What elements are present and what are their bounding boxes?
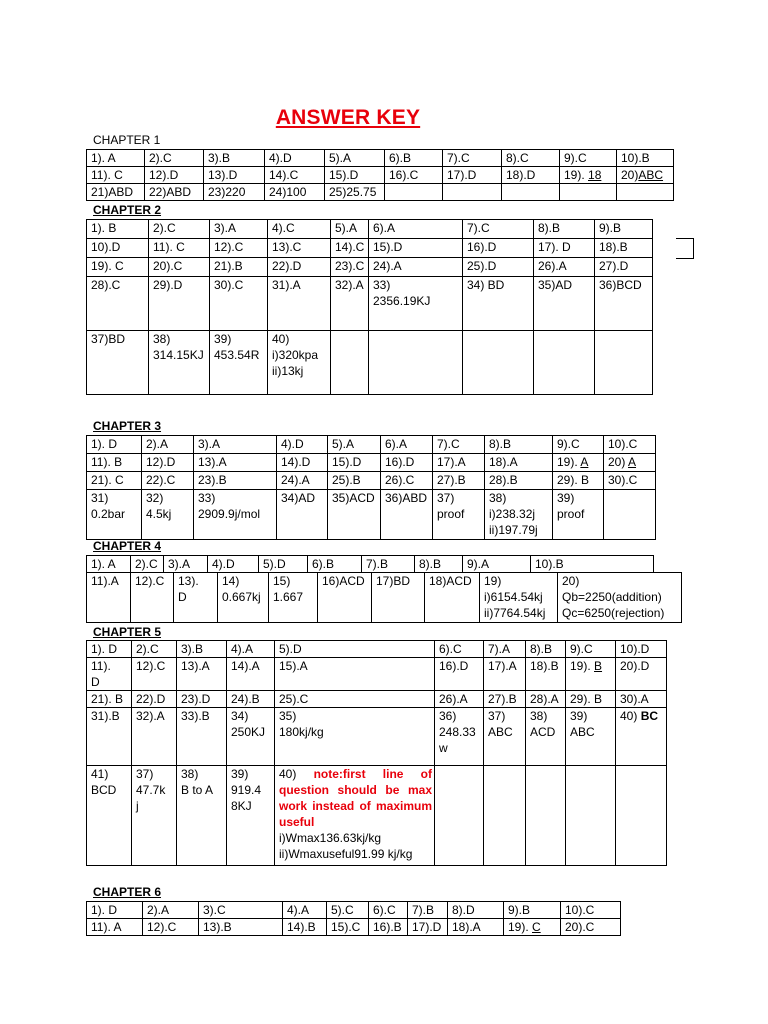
answer-cell: 12).D — [142, 454, 194, 472]
answer-cell: 26).C — [381, 472, 433, 490]
answer-cell: 31).B — [87, 708, 132, 766]
answer-cell: 33).B — [177, 708, 227, 766]
answer-cell: 41) BCD — [87, 766, 132, 866]
chapter-5-heading: CHAPTER 5 — [93, 625, 162, 639]
answer-cell: 1). D — [87, 641, 132, 658]
answer-cell: 33) 2356.19KJ — [369, 277, 463, 331]
answer-cell: 3).B — [204, 150, 265, 167]
table-row — [87, 766, 667, 866]
answer-cell: 16).C — [385, 167, 443, 184]
answer-cell: 31) 0.2bar — [87, 490, 142, 540]
answer-cell: 8).C — [502, 150, 560, 167]
answer-cell — [595, 331, 653, 395]
answer-cell: 35)AD — [534, 277, 595, 331]
answer-cell: 15).D — [369, 239, 463, 258]
answer-cell — [331, 331, 369, 395]
answer-cell: 37) ABC — [484, 708, 526, 766]
answer-cell: 1). D — [87, 902, 143, 919]
table-row — [87, 658, 667, 691]
answer-cell: 1). D — [87, 436, 142, 454]
chapter-4-table-row2 — [86, 572, 682, 623]
answer-cell: 28).B — [485, 472, 553, 490]
answer-cell: 13). D — [174, 573, 218, 623]
question-number: 40) — [279, 767, 297, 781]
answer-cell: 7).B — [408, 902, 448, 919]
answer-cell: 7).C — [443, 150, 502, 167]
answer-cell: 5).D — [275, 641, 435, 658]
answer-cell: 37) 47.7k j — [132, 766, 177, 866]
answer-cell: 23).B — [194, 472, 277, 490]
answer-cell: 7).C — [463, 220, 534, 239]
answer-cell: 5).A — [328, 436, 381, 454]
answer-cell — [463, 331, 534, 395]
answer-cell: 16).D — [463, 239, 534, 258]
chapter-2-heading: CHAPTER 2 — [93, 203, 162, 217]
answer-cell: 27).B — [433, 472, 485, 490]
answer-cell: 38) ACD — [526, 708, 566, 766]
table-row — [87, 150, 674, 167]
answer-cell — [369, 331, 463, 395]
answer-cell: 17).D — [408, 919, 448, 936]
answer-cell: 26).A — [534, 258, 595, 277]
answer-cell: 8).B — [415, 556, 463, 573]
answer-cell: 4).A — [227, 641, 275, 658]
answer-cell: 7).C — [433, 436, 485, 454]
answer-cell: 24).A — [277, 472, 328, 490]
answer-cell: 16).B — [369, 919, 408, 936]
chapter-3-heading: CHAPTER 3 — [93, 419, 162, 433]
answer-cell: 22)ABD — [145, 184, 204, 201]
answer-cell: 21). C — [87, 472, 142, 490]
answer-cell: 40) i)320kpa ii)13kj — [268, 331, 331, 395]
answer-cell: 17).A — [433, 454, 485, 472]
answer-cell — [604, 490, 656, 540]
answer-cell: 9).C — [566, 641, 616, 658]
answer-cell: 10).B — [617, 150, 674, 167]
answer-cell: 4).D — [208, 556, 259, 573]
chapter-5-table — [86, 640, 667, 866]
answer-cell: 7).A — [484, 641, 526, 658]
answer-cell: 39) 453.54R — [210, 331, 268, 395]
answer-cell: 14).C — [265, 167, 325, 184]
answer-cell: 39) ABC — [566, 708, 616, 766]
answer-cell: 11).A — [87, 573, 131, 623]
table-row — [87, 472, 656, 490]
answer-cell: 17)BD — [372, 573, 425, 623]
table-row — [87, 490, 656, 540]
answer-cell: 6).C — [435, 641, 484, 658]
answer-cell: 13).D — [204, 167, 265, 184]
table-row — [87, 902, 621, 919]
answer-cell — [502, 184, 560, 201]
answer-cell: 18).A — [485, 454, 553, 472]
answer-cell: 15).A — [275, 658, 435, 691]
answer-cell: 2).A — [143, 902, 199, 919]
answer-cell: 6).B — [308, 556, 362, 573]
answer-cell: 10).D — [616, 641, 667, 658]
answer-cell: 11). C — [149, 239, 210, 258]
answer-cell: 21).B — [210, 258, 268, 277]
empty-cell — [526, 766, 566, 866]
answer-cell: 13).A — [194, 454, 277, 472]
answer-cell: 5).D — [259, 556, 308, 573]
answer-cell: 20) Qb=2250(addition) Qc=6250(rejection) — [558, 573, 682, 623]
answer-cell — [560, 184, 617, 201]
chapter-4-heading: CHAPTER 4 — [93, 539, 162, 553]
answer-cell: 11). C — [87, 167, 145, 184]
answer-cell: 7).B — [362, 556, 415, 573]
answer-cell: 24).B — [227, 691, 275, 708]
answer-cell: 6).A — [381, 436, 433, 454]
answer-cell: 12).C — [131, 573, 174, 623]
answer-cell: 39) 919.4 8KJ — [227, 766, 275, 866]
answer-cell: 14).A — [227, 658, 275, 691]
answer-cell: 29).D — [149, 277, 210, 331]
answer-cell: 31).A — [268, 277, 331, 331]
answer-cell: 32) 4.5kj — [142, 490, 194, 540]
answer-cell: 6).C — [369, 902, 408, 919]
answer-values: i)Wmax136.63kj/kg ii)Wmaxuseful91.99 kj/kg — [279, 831, 413, 861]
answer-cell: 40) BC — [616, 708, 667, 766]
chapter-1-heading: CHAPTER 1 — [93, 133, 161, 147]
answer-cell: 23)220 — [204, 184, 265, 201]
answer-cell-note — [275, 766, 435, 866]
answer-cell: 20).C — [561, 919, 621, 936]
answer-cell: 19) i)6154.54kj ii)7764.54kj — [480, 573, 558, 623]
table-row — [87, 258, 653, 277]
answer-cell: 23).C — [331, 258, 369, 277]
answer-cell: 4).D — [277, 436, 328, 454]
answer-cell: 38) 314.15KJ — [149, 331, 210, 395]
empty-cell — [616, 766, 667, 866]
answer-cell: 3).A — [194, 436, 277, 454]
answer-cell: 2).C — [145, 150, 204, 167]
answer-cell: 21)ABD — [87, 184, 145, 201]
answer-cell: 22).D — [268, 258, 331, 277]
answer-cell: 8).B — [534, 220, 595, 239]
answer-cell: 25).C — [275, 691, 435, 708]
answer-cell: 17).A — [484, 658, 526, 691]
answer-cell: 15).D — [328, 454, 381, 472]
answer-cell: 15).D — [325, 167, 385, 184]
answer-cell: 36)ABD — [381, 490, 433, 540]
answer-cell: 12).C — [132, 658, 177, 691]
answer-cell: 19). A — [553, 454, 604, 472]
answer-cell: 6).A — [369, 220, 463, 239]
answer-cell: 8).D — [448, 902, 504, 919]
answer-cell: 35)ACD — [328, 490, 381, 540]
correction-note: note:first line of question should be max work instead of maximum useful — [279, 767, 432, 829]
answer-cell: 3).A — [210, 220, 268, 239]
answer-cell: 2).C — [132, 641, 177, 658]
answer-cell: 5).C — [327, 902, 369, 919]
answer-cell — [534, 331, 595, 395]
answer-cell: 13).A — [177, 658, 227, 691]
answer-cell: 13).C — [268, 239, 331, 258]
table-row — [87, 331, 653, 395]
empty-cell — [484, 766, 526, 866]
answer-cell: 34)AD — [277, 490, 328, 540]
chapter-1-table — [86, 149, 674, 201]
chapter-2-table — [86, 219, 653, 395]
answer-cell: 19). C — [504, 919, 561, 936]
answer-cell: 24).A — [369, 258, 463, 277]
answer-cell: 5).A — [331, 220, 369, 239]
answer-cell: 34) BD — [463, 277, 534, 331]
chapter-6-heading: CHAPTER 6 — [93, 885, 162, 899]
answer-cell: 20).C — [149, 258, 210, 277]
table-row — [87, 436, 656, 454]
answer-cell: 15).C — [327, 919, 369, 936]
answer-cell: 33) 2909.9j/mol — [194, 490, 277, 540]
answer-cell: 29). B — [553, 472, 604, 490]
table-row — [87, 277, 653, 331]
answer-cell: 11). A — [87, 919, 143, 936]
answer-cell: 23).D — [177, 691, 227, 708]
answer-cell: 25).D — [463, 258, 534, 277]
table-cell-extra — [676, 238, 694, 259]
answer-cell: 8).B — [526, 641, 566, 658]
answer-cell: 28).C — [87, 277, 149, 331]
answer-cell: 5).A — [325, 150, 385, 167]
answer-cell: 13).B — [199, 919, 283, 936]
table-row — [87, 239, 653, 258]
answer-cell: 14).C — [331, 239, 369, 258]
answer-cell: 28).A — [526, 691, 566, 708]
answer-cell: 39) proof — [553, 490, 604, 540]
table-row — [87, 573, 682, 623]
answer-cell: 22).D — [132, 691, 177, 708]
answer-cell: 11). D — [87, 658, 132, 691]
answer-cell: 30).C — [604, 472, 656, 490]
answer-cell: 2).A — [142, 436, 194, 454]
answer-cell: 3).A — [164, 556, 208, 573]
answer-cell: 1). A — [87, 150, 145, 167]
answer-cell: 38) i)238.32j ii)197.79j — [485, 490, 553, 540]
answer-cell — [385, 184, 443, 201]
answer-cell: 21). B — [87, 691, 132, 708]
answer-cell: 12).C — [210, 239, 268, 258]
answer-cell — [617, 184, 674, 201]
answer-cell: 18).B — [526, 658, 566, 691]
answer-cell: 19). B — [566, 658, 616, 691]
answer-cell: 9).C — [553, 436, 604, 454]
answer-cell: 10).D — [87, 239, 149, 258]
answer-cell: 37)BD — [87, 331, 149, 395]
table-row — [87, 184, 674, 201]
answer-cell: 16)ACD — [318, 573, 372, 623]
table-row — [87, 220, 653, 239]
answer-cell: 1). B — [87, 220, 149, 239]
table-row — [87, 641, 667, 658]
answer-cell: 18).A — [448, 919, 504, 936]
answer-cell: 38) B to A — [177, 766, 227, 866]
answer-cell: 27).D — [595, 258, 653, 277]
answer-cell: 27).B — [484, 691, 526, 708]
table-row — [87, 556, 654, 573]
answer-cell: 19). 18 — [560, 167, 617, 184]
answer-cell: 9).B — [504, 902, 561, 919]
table-row — [87, 454, 656, 472]
answer-cell: 20)ABC — [617, 167, 674, 184]
answer-cell: 20).D — [616, 658, 667, 691]
answer-cell: 18).D — [502, 167, 560, 184]
answer-cell: 2).C — [149, 220, 210, 239]
answer-cell: 26).A — [435, 691, 484, 708]
answer-cell: 32).A — [331, 277, 369, 331]
answer-cell: 3).C — [199, 902, 283, 919]
answer-cell: 9).A — [463, 556, 531, 573]
answer-cell: 4).D — [265, 150, 325, 167]
answer-cell: 19). C — [87, 258, 149, 277]
answer-cell: 10).B — [531, 556, 654, 573]
table-row — [87, 708, 667, 766]
answer-cell: 18)ACD — [425, 573, 480, 623]
answer-cell: 1). A — [87, 556, 131, 573]
answer-cell: 30).A — [616, 691, 667, 708]
answer-cell — [443, 184, 502, 201]
answer-cell: 36)BCD — [595, 277, 653, 331]
answer-cell: 22).C — [142, 472, 194, 490]
answer-cell: 16).D — [435, 658, 484, 691]
empty-cell — [566, 766, 616, 866]
answer-cell: 12).D — [145, 167, 204, 184]
empty-cell — [435, 766, 484, 866]
answer-cell: 15) 1.667 — [269, 573, 318, 623]
answer-cell: 32).A — [132, 708, 177, 766]
answer-cell: 2).C — [131, 556, 164, 573]
answer-cell: 8).B — [485, 436, 553, 454]
answer-cell: 35) 180kj/kg — [275, 708, 435, 766]
answer-cell: 14).D — [277, 454, 328, 472]
answer-cell: 16).D — [381, 454, 433, 472]
chapter-4-table-row1 — [86, 555, 654, 573]
answer-cell: 10).C — [561, 902, 621, 919]
answer-cell: 20) A — [604, 454, 656, 472]
answer-cell: 34) 250KJ — [227, 708, 275, 766]
page-title: ANSWER KEY — [275, 106, 421, 129]
answer-cell: 30).C — [210, 277, 268, 331]
answer-cell: 14) 0.667kj — [218, 573, 269, 623]
answer-cell: 4).C — [268, 220, 331, 239]
chapter-3-table — [86, 435, 656, 540]
answer-cell: 9).C — [560, 150, 617, 167]
answer-cell: 9).B — [595, 220, 653, 239]
table-row — [87, 167, 674, 184]
answer-cell: 17).D — [443, 167, 502, 184]
answer-cell: 36) 248.33 w — [435, 708, 484, 766]
answer-cell: 10).C — [604, 436, 656, 454]
answer-cell: 17). D — [534, 239, 595, 258]
table-row — [87, 691, 667, 708]
answer-cell: 18).B — [595, 239, 653, 258]
answer-cell: 14).B — [283, 919, 327, 936]
answer-cell: 24)100 — [265, 184, 325, 201]
chapter-6-table — [86, 901, 621, 936]
answer-cell: 6).B — [385, 150, 443, 167]
answer-cell: 29). B — [566, 691, 616, 708]
answer-cell: 11). B — [87, 454, 142, 472]
answer-cell: 25)25.75 — [325, 184, 385, 201]
answer-cell: 3).B — [177, 641, 227, 658]
answer-cell: 25).B — [328, 472, 381, 490]
table-row — [87, 919, 621, 936]
answer-cell: 37) proof — [433, 490, 485, 540]
answer-cell: 12).C — [143, 919, 199, 936]
answer-cell: 4).A — [283, 902, 327, 919]
